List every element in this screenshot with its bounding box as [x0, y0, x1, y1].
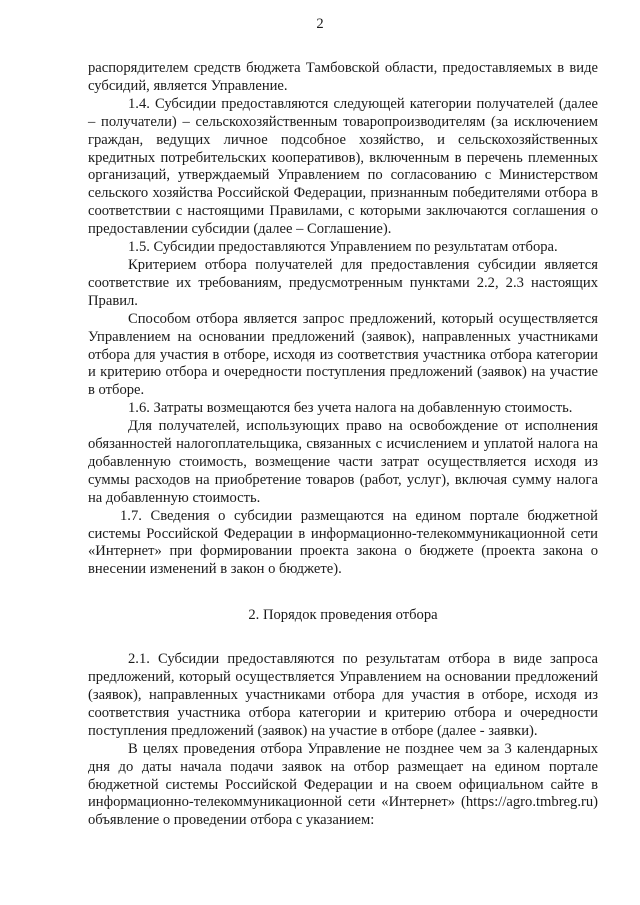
paragraph-selection-criterion: Критерием отбора получателей для предоставления субсидии является соответствие их требованиям, предусмотренным пунктами 2.2, 2.3 настоящих Правил.: [88, 256, 598, 309]
page-number: 2: [316, 16, 324, 32]
paragraph-1-5: 1.5. Субсидии предоставляются Управлением по результатам отбора.: [128, 239, 558, 256]
section-title: 2. Порядок проведения отбора: [248, 607, 438, 624]
paragraph-announcement: В целях проведения отбора Управление не позднее чем за 3 календарных дня до даты начала подачи заявок на отбор размещает на едином портале бюджетной системы Российской Федерации и на своем официальном сайте в информационно-телекоммуникационной сети «Интернет» (https://agro.tmbreg.ru) объявление о проведении отбора с указанием:: [88, 740, 598, 829]
document-body: [88, 60, 598, 830]
paragraph-1-4: 1.4. Субсидии предоставляются следующей категории получателей (далее – получатели) – сельскохозяйственным товаропроизводителям (за исключением граждан, ведущих личное подсобное хозяйство, и сельскохозяйственных кредитных потребительских кооперативов), включенным в перечень племенных организаций, утверждаемый Управлением по согласованию с Министерством сельского хозяйства Российской Федерации, признанным победителями отбора в соответствии с настоящими Правилами, с которыми заключаются соглашения о предоставлении субсидии (далее – Соглашение).: [88, 95, 598, 238]
paragraph-1-7: 1.7. Сведения о субсидии размещаются на едином портале бюджетной системы Российской Федерации в информационно-телекоммуникационной сети «Интернет» при формировании проекта закона о бюджете (проекта закона о внесении изменений в закон о бюджете).: [88, 507, 598, 578]
paragraph-continuation: распорядителем средств бюджета Тамбовской области, предоставляемых в виде субсидий, является Управление.: [88, 60, 598, 94]
paragraph-vat-exemption: Для получателей, использующих право на освобождение от исполнения обязанностей налогоплательщика, связанных с исчислением и уплатой налога на добавленную стоимость, возмещение части затрат осуществляется исходя из суммы расходов на приобретение товаров (работ, услуг), включая сумму налога на добавленную стоимость.: [88, 418, 598, 506]
paragraph-1-6: 1.6. Затраты возмещаются без учета налога на добавленную стоимость.: [128, 400, 573, 417]
paragraph-2-1: 2.1. Субсидии предоставляются по результатам отбора в виде запроса предложений, который осуществляется Управлением на основании предложений (заявок), направленных участниками отбора для участия в отборе, исходя из соответствия участника отбора категории и критерию отбора и очередности поступления предложений (заявок) на участие в отборе (далее - заявки).: [88, 651, 598, 739]
paragraph-selection-method: Способом отбора является запрос предложений, который осуществляется Управлением на основании предложений (заявок), направленных участниками отбора для участия в отборе, исходя из соответствия участника отбора категории и критерию отбора и очередности поступления предложений (заявок) на участие в отборе.: [88, 310, 598, 399]
